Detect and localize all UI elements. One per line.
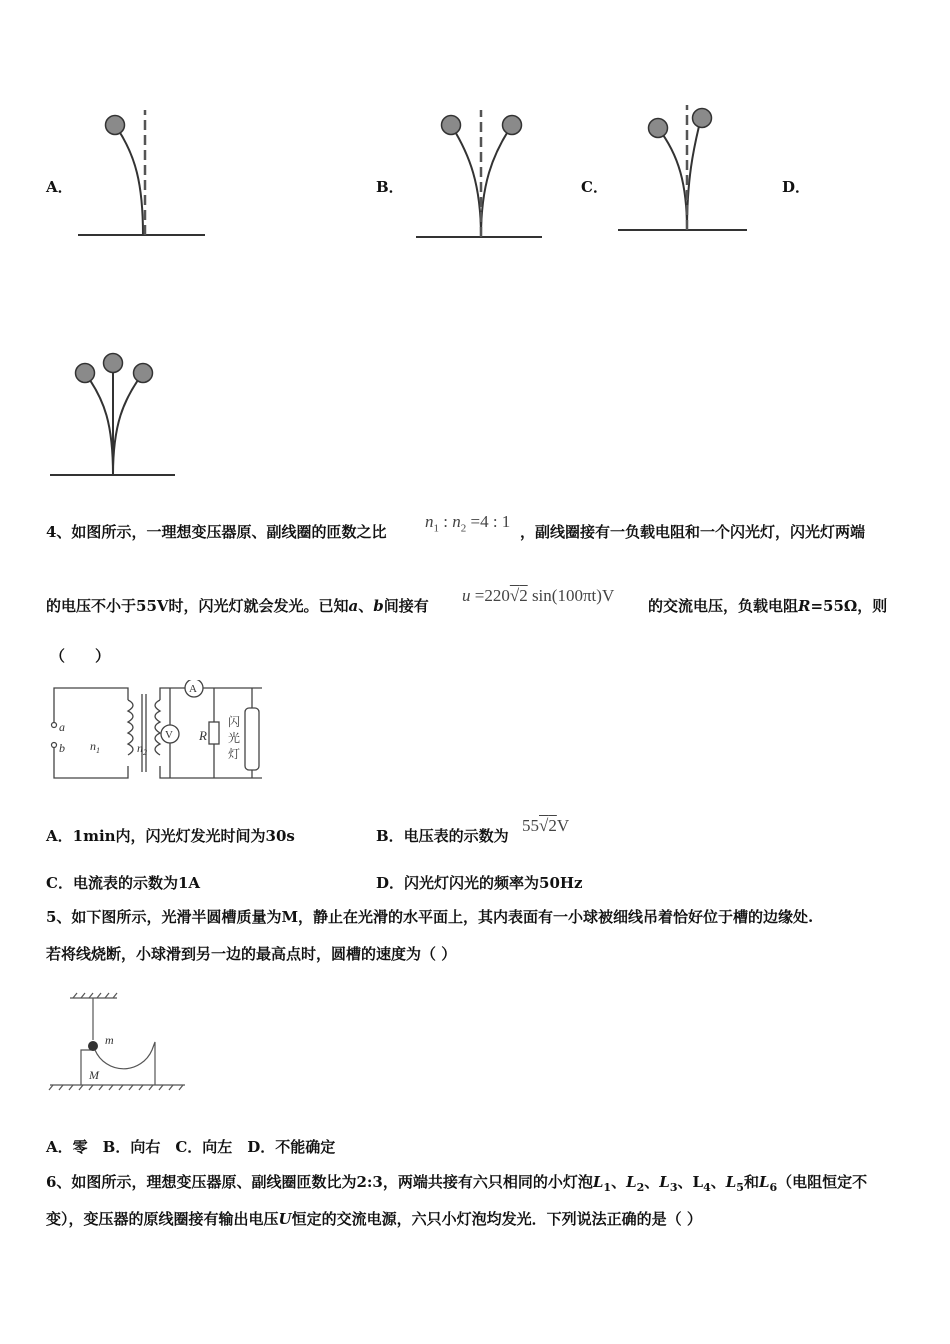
q6-line1: 6、如图所示，理想变压器原、副线圈匝数比为2:3，两端共接有六只相同的小灯泡$L_1$、$L_2$、$L_3$、$L_4$、$L_5$和$L_6$（电阻恒定不 (46, 1173, 868, 1194)
q4-ratio: $n_1$ : $n_2 =4$ : 1 (425, 512, 511, 535)
q5-line2: 若将线烧断，小球滑到另一边的最高点时，圆槽的速度为（ ） (46, 945, 457, 963)
q5-options: A．零 B．向右 C．向左 D．不能确定 (46, 1138, 336, 1156)
option-d-label: D． (782, 178, 811, 196)
voltmeter-label: V (165, 729, 173, 741)
n2-label: $n_2$ (137, 741, 147, 757)
option-c-label: C． (581, 178, 608, 196)
q6-line2: 变），变压器的原线圈接有输出电压U恒定的交流电源，六只小灯泡均发光．下列说法正确的是（ ） (46, 1210, 702, 1228)
lamp-label-1: 闪 (228, 715, 241, 729)
ammeter-label: A (189, 683, 197, 695)
lamp-label-3: 灯 (228, 747, 241, 761)
q4-line1-suffix: ，副线圈接有一负载电阻和一个闪光灯，闪光灯两端 (520, 523, 866, 541)
q4-voltage-formula: u =220√2 sin(100πt)V (462, 586, 615, 605)
terminal-a: a (59, 720, 65, 734)
q4-option-a: A．1min内，闪光灯发光时间为30s (46, 827, 295, 845)
option-d-figure (45, 345, 185, 480)
terminal-b: b (59, 741, 65, 755)
q4-line2-suffix: 的交流电压，负载电阻R=55Ω，则 (648, 597, 888, 615)
q4-line1-prefix: 4、如图所示，一理想变压器原、副线圈的匝数之比 (46, 523, 387, 541)
option-a-label: A． (46, 178, 73, 196)
option-a-figure (70, 105, 210, 240)
option-b-label: B． (376, 178, 404, 196)
ball-mass-label: m (105, 1033, 114, 1047)
q5-diagram (45, 990, 195, 1095)
option-c-figure (615, 100, 755, 235)
q4-option-b-prefix: B．电压表的示数为 (376, 827, 509, 845)
resistor-label: R (199, 728, 207, 743)
q4-option-b-value: 55√2V (522, 816, 570, 835)
q4-option-c: C．电流表的示数为1A (46, 874, 201, 892)
trough-mass-label: M (89, 1068, 99, 1082)
option-b-figure (410, 105, 550, 240)
q5-line1: 5、如下图所示，光滑半圆槽质量为M，静止在光滑的水平面上，其内表面有一小球被细线吊着恰好位于槽的边缘处. (46, 908, 814, 926)
q4-answer-blank: （ ） (50, 647, 111, 665)
q4-option-d: D．闪光灯闪光的频率为50Hz (376, 874, 583, 892)
lamp-label-2: 光 (228, 731, 241, 745)
n1-label: $n_1$ (90, 739, 100, 755)
q4-line2-prefix: 的电压不小于55V时，闪光灯就会发光。已知a、b间接有 (46, 597, 429, 615)
q4-circuit-diagram (40, 680, 270, 785)
